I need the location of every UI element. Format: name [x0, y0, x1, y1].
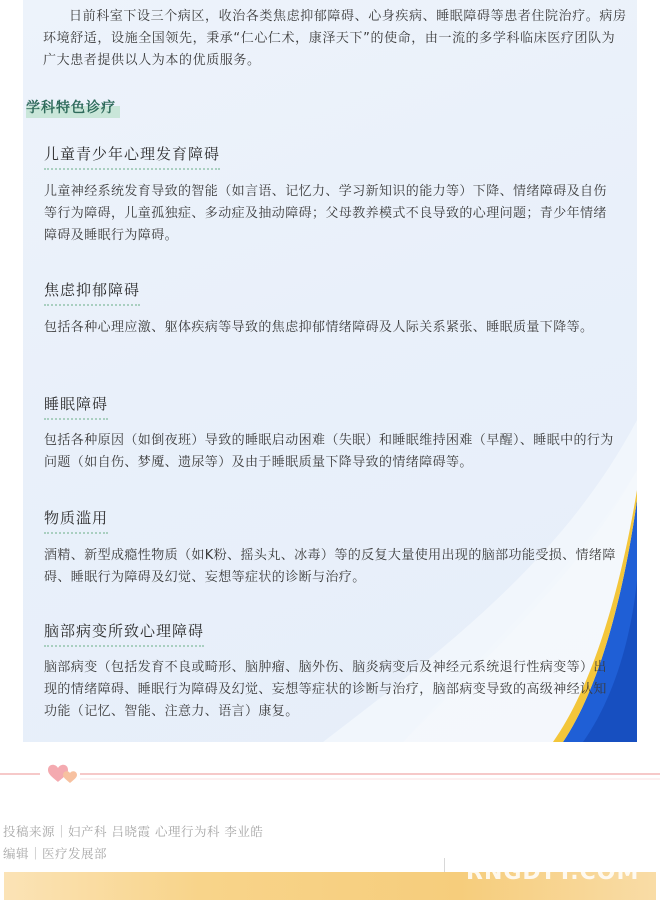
item-desc-anxiety-depression: 包括各种心理应激、躯体疾病等导致的焦虑抑郁情绪障碍及人际关系紧张、睡眠质量下降等。	[44, 320, 594, 335]
hearts-divider	[0, 760, 660, 790]
watermark: RNGDYY.COM	[466, 860, 640, 885]
footer-divider	[444, 858, 445, 872]
item-title-sleep-disorder: 睡眠障碍	[44, 393, 108, 418]
item-desc-sleep-disorder: 包括各种原因（如倒夜班）导致的睡眠启动困难（失眠）和睡眠维持困难（早醒）、睡眠中的行为问题（如自伤、梦魇、遗尿等）及由于睡眠质量下降导致的情绪障碍等。	[44, 433, 614, 470]
item-title-anxiety-depression: 焦虑抑郁障碍	[44, 279, 140, 304]
section-title: 学科特色诊疗	[26, 96, 120, 118]
item-desc-brain-lesion: 脑部病变（包括发育不良或畸形、脑肿瘤、脑外伤、脑炎病变后及神经元系统退行性病变等）出现的情绪障碍、睡眠行为障碍及幻觉、妄想等症状的诊断与治疗，脑部病变导致的高级神经认知功能（记忆、智能、注意力、语言）康复。	[44, 660, 607, 719]
item-title-brain-lesion: 脑部病变所致心理障碍	[44, 620, 204, 645]
item-desc-child-development: 儿童神经系统发育导致的智能（如言语、记忆力、学习新知识的能力等）下降、情绪障碍及自伤等行为障碍，儿童孤独症、多动症及抽动障碍；父母教养模式不良导致的心理问题；青少年情绪障碍及睡眠行为障碍。	[44, 184, 607, 243]
heart-icon	[63, 771, 77, 783]
item-title-substance-abuse: 物质滥用	[44, 507, 108, 532]
item-desc-substance-abuse: 酒精、新型成瘾性物质（如K粉、摇头丸、冰毒）等的反复大量使用出现的脑部功能受损、情绪障碍、睡眠行为障碍及幻觉、妄想等症状的诊断与治疗。	[44, 548, 616, 585]
credits-source: 投稿来源｜妇产科 吕晓霞 心理行为科 李业皓	[3, 824, 264, 839]
item-title-child-development: 儿童青少年心理发育障碍	[44, 143, 220, 168]
credits-editor: 编辑｜医疗发展部	[3, 846, 108, 861]
intro-paragraph: 日前科室下设三个病区，收治各类焦虑抑郁障碍、心身疾病、睡眠障碍等患者住院治疗。病房环境舒适，设施全国领先，秉承“仁心仁术，康泽天下”的使命，由一流的多学科临床医疗团队为广大患者提供以人为本的优质服务。	[43, 9, 627, 68]
